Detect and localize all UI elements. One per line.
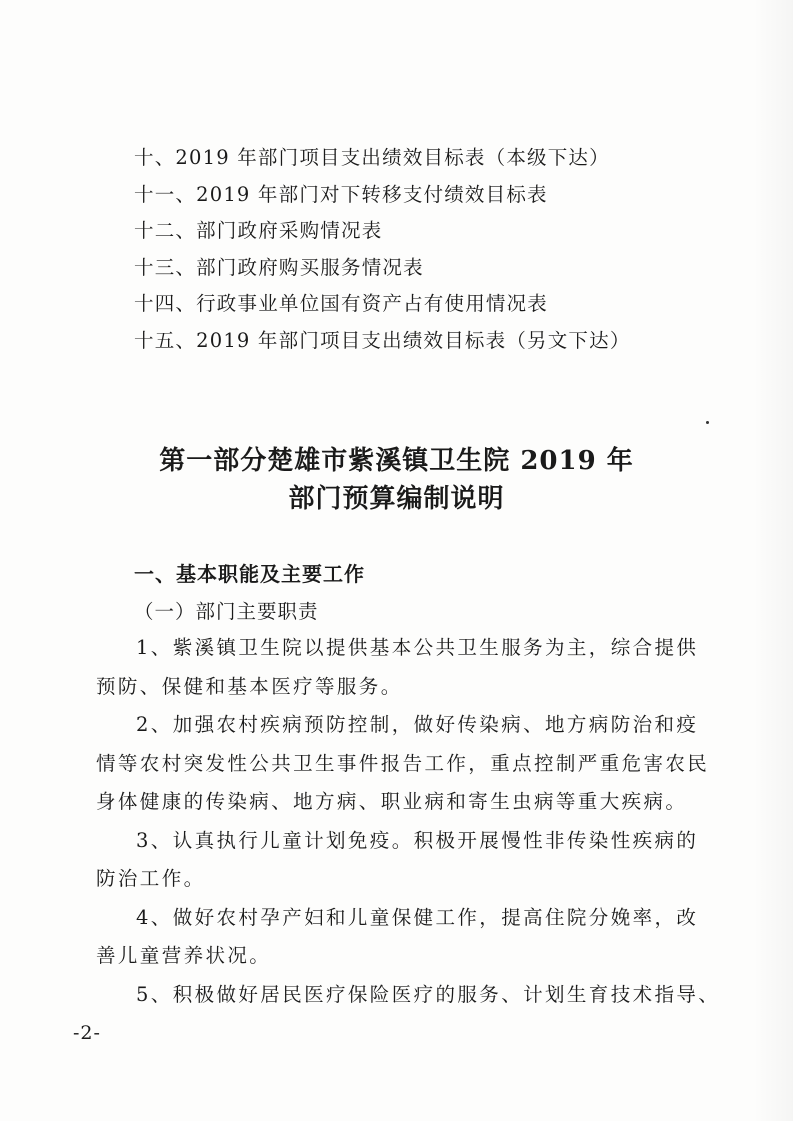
toc-item: 十三、部门政府购买服务情况表 (134, 255, 424, 279)
paragraph-line: 4、做好农村孕产妇和儿童保健工作，提高住院分娩率，改 (136, 905, 699, 929)
paragraph-5 (96, 976, 721, 1015)
table-of-contents (134, 140, 694, 360)
scan-speck (706, 421, 709, 424)
page-number: -2- (73, 1022, 101, 1044)
paragraph-4 (96, 899, 699, 976)
toc-item: 十二、部门政府采购情况表 (134, 219, 383, 243)
scan-edge-shading (753, 0, 793, 1121)
heading-level-2: （一）部门主要职责 (134, 600, 319, 623)
paragraph-line: 情等农村突发性公共卫生事件报告工作，重点控制严重危害农民 (96, 751, 710, 775)
section-title-line-2: 部门预算编制说明 (288, 484, 505, 514)
paragraph-2 (96, 706, 710, 822)
paragraph-3 (96, 822, 699, 899)
paragraph-line: 1、紫溪镇卫生院以提供基本公共卫生服务为主，综合提供 (136, 636, 699, 659)
paragraph-1 (96, 629, 699, 706)
body-text (96, 629, 721, 1014)
paragraph-line: 防治工作。 (96, 867, 206, 890)
paragraph-line: 3、认真执行儿童计划免疫。积极开展慢性非传染性疾病的 (136, 828, 699, 852)
paragraph-line: 预防、保健和基本医疗等服务。 (96, 674, 403, 698)
paragraph-line: 身体健康的传染病、地方病、职业病和寄生虫病等重大疾病。 (96, 790, 688, 813)
paragraph-line: 5、积极做好居民医疗保险医疗的服务、计划生育技术指导、 (136, 982, 721, 1006)
toc-item: 十、2019 年部门项目支出绩效目标表（本级下达） (134, 146, 610, 169)
section-title-line-1: 第一部分楚雄市紫溪镇卫生院 2019 年 (159, 446, 634, 476)
toc-item: 十四、行政事业单位国有资产占有使用情况表 (134, 292, 549, 316)
paragraph-line: 善儿童营养状况。 (96, 944, 272, 967)
paragraph-line: 2、加强农村疾病预防控制，做好传染病、地方病防治和疫 (136, 713, 699, 736)
toc-item: 十一、2019 年部门对下转移支付绩效目标表 (134, 182, 548, 206)
toc-item: 十五、2019 年部门项目支出绩效目标表（另文下达） (134, 328, 631, 352)
heading-level-1: 一、基本职能及主要工作 (134, 562, 365, 586)
